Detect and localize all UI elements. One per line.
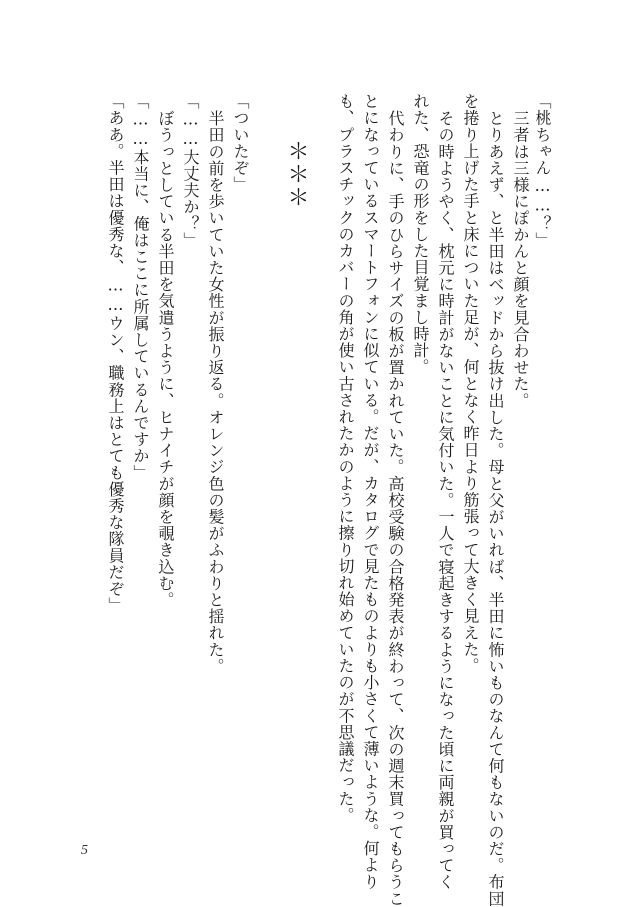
text-line: 「……大丈夫か？」 (181, 93, 200, 249)
text-line: 代わりに、手のひらサイズの板が置かれていた。高校受験の合格発表が終わって、次の週末買ってもらうこ (386, 110, 405, 907)
text-line: とになっているスマートフォンに似ている。だが、カタログで見たものよりも小さくて薄いような。何より (361, 93, 380, 890)
scene-break-asterisks: ＊＊＊ (284, 140, 309, 209)
text-line: れた、恐竜の形をした目覚まし時計。 (411, 93, 430, 376)
text-line: 「桃ちゃん……？」 (533, 93, 552, 249)
text-line: ぼうっとしている半田を気遣うように、ヒナイチが顔を覗き込む。 (156, 110, 175, 608)
text-line: その時ようやく、枕元に時計がないことに気付いた。一人で寝起きするようになった頃に両親が買ってく (436, 110, 455, 891)
text-line: 半田の前を歩いていた女性が振り返る。オレンジ色の髪がふわりと揺れた。 (206, 110, 225, 675)
text-line: も、プラスチックのカバーの角が使い古されたかのように擦り切れ始めていたのが不思議だった。 (336, 93, 355, 824)
page-number: 5 (81, 843, 88, 858)
text-line: 「ついたぞ」 (231, 93, 250, 193)
text-line: 三者は三様にぽかんと顔を見合わせた。 (511, 110, 530, 409)
text-line: 「ああ。半田は優秀な、……ウン、職務上はとても優秀な隊員だぞ」 (106, 93, 125, 614)
text-line: 「……本当に、俺はここに所属しているんですか」 (131, 93, 150, 481)
text-line: を捲り上げた手と床についた足が、何となく昨日より筋張って大きく見えた。 (461, 93, 480, 674)
text-line: とりあえず、と半田はベッドから抜け出した。母と父がいれば、半田に怖いものなんて何もないのだ。布団 (486, 110, 505, 907)
